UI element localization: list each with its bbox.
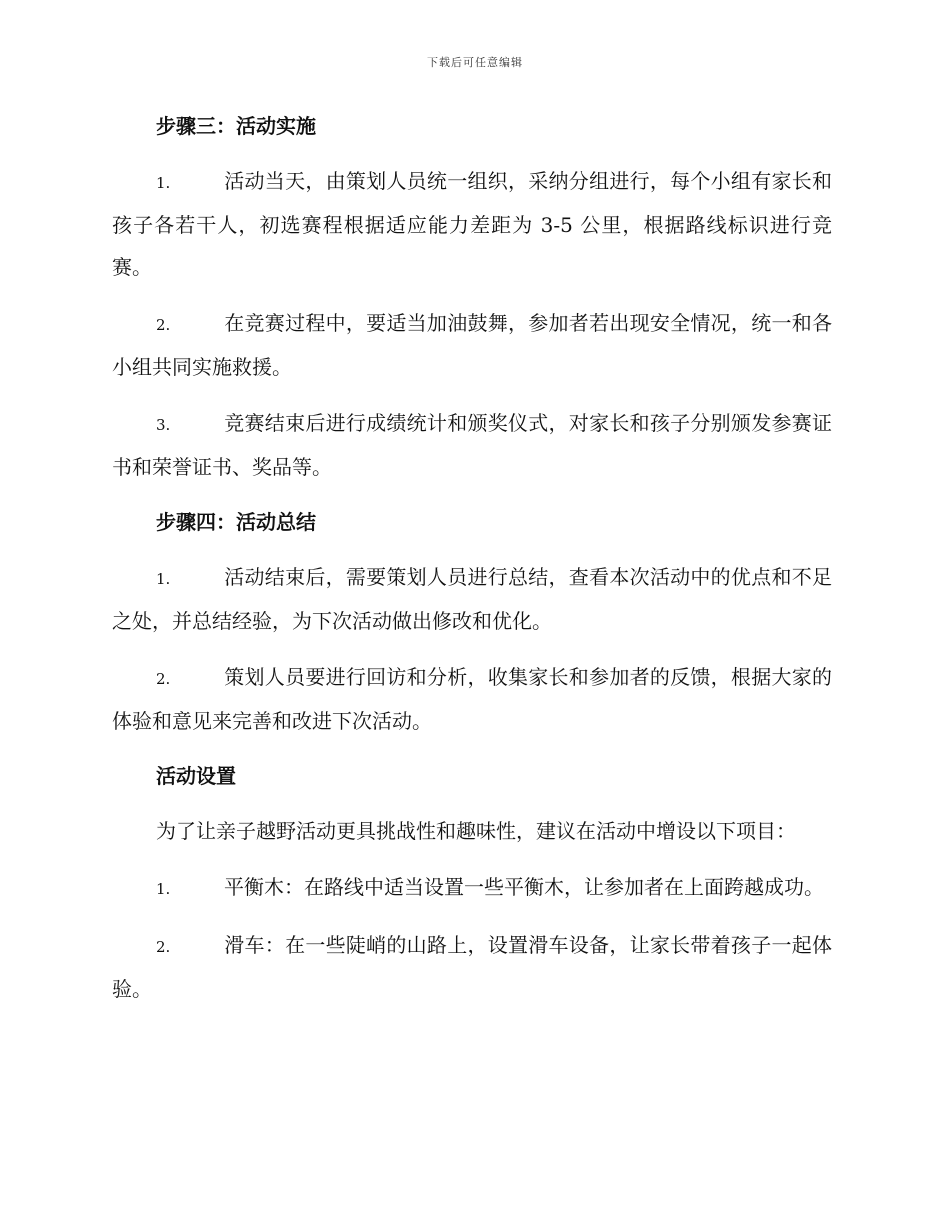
list-item — [112, 866, 832, 910]
list-item-number: 1. — [156, 880, 171, 898]
list-item — [112, 302, 832, 388]
list-item-text: 活动当天，由策划人员统一组织，采纳分组进行，每个小组有家长和孩子各若干人，初选赛程根据适应能力差距为 3-5 公里，根据路线标识进行竞赛。 — [112, 169, 832, 279]
section-heading-settings: 活动设置 — [156, 764, 236, 788]
list-item-number: 2. — [156, 670, 171, 688]
list-item-text: 策划人员要进行回访和分析，收集家长和参加者的反馈，根据大家的体验和意见来完善和改进下次活动。 — [112, 665, 832, 733]
list-item-text: 滑车：在一些陡峭的山路上，设置滑车设备，让家长带着孩子一起体验。 — [112, 933, 832, 1001]
list-item-number: 1. — [156, 174, 171, 192]
list-item — [112, 656, 832, 742]
document-body — [112, 106, 832, 1024]
list-item-text: 竞赛结束后进行成绩统计和颁奖仪式，对家长和孩子分别颁发参赛证书和荣誉证书、奖品等。 — [112, 411, 832, 479]
list-item-text: 平衡木：在路线中适当设置一些平衡木，让参加者在上面跨越成功。 — [224, 875, 824, 899]
list-item — [112, 402, 832, 488]
list-item-text: 活动结束后，需要策划人员进行总结，查看本次活动中的优点和不足之处，并总结经验，为下次活动做出修改和优化。 — [112, 565, 832, 633]
section-heading-step4: 步骤四：活动总结 — [156, 510, 316, 534]
list-item-text: 在竞赛过程中，要适当加油鼓舞，参加者若出现安全情况，统一和各小组共同实施救援。 — [112, 311, 832, 379]
list-item-number: 1. — [156, 570, 171, 588]
list-item-number: 2. — [156, 938, 171, 956]
section-heading-step3: 步骤三：活动实施 — [156, 114, 316, 138]
list-item-number: 2. — [156, 316, 171, 334]
settings-intro: 为了让亲子越野活动更具挑战性和趣味性，建议在活动中增设以下项目： — [156, 819, 796, 843]
list-item — [112, 160, 832, 288]
list-item — [112, 924, 832, 1010]
list-item — [112, 556, 832, 642]
page-header: 下载后可任意编辑 — [427, 56, 523, 69]
list-item-number: 3. — [156, 416, 171, 434]
